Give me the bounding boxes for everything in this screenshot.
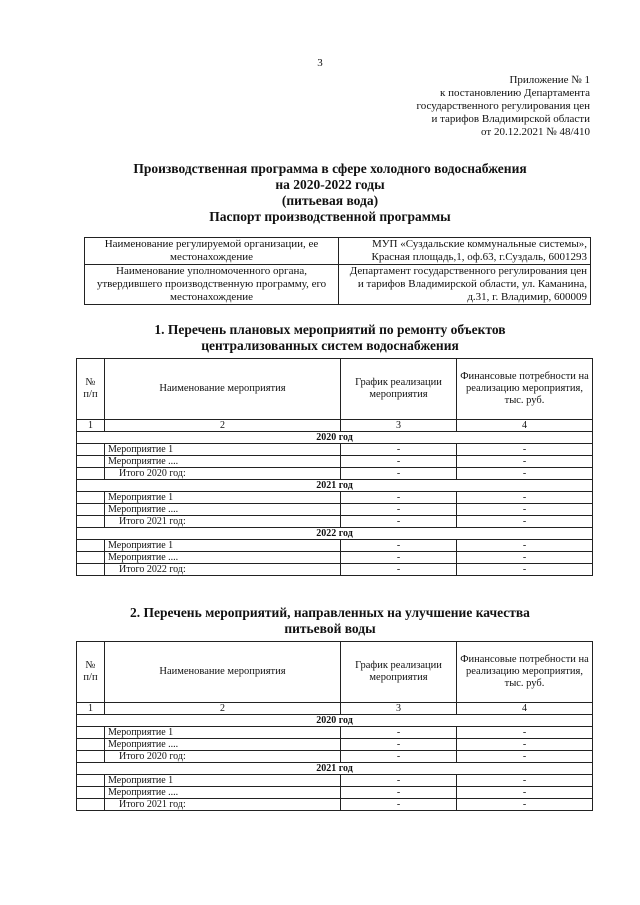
finance-cell: - <box>457 540 593 552</box>
finance-cell: - <box>457 504 593 516</box>
finance-cell: - <box>457 775 593 787</box>
schedule-cell: - <box>341 552 457 564</box>
total-label: Итого 2020 год: <box>105 468 341 480</box>
finance-cell: - <box>457 516 593 528</box>
event-name: Мероприятие 1 <box>105 540 341 552</box>
year-label: 2021 год <box>77 480 593 492</box>
year-row <box>77 715 593 727</box>
appendix-line: к постановлению Департамента <box>439 87 590 99</box>
title-line: Паспорт производственной программы <box>209 209 451 224</box>
total-row <box>77 516 593 528</box>
col-name-header: Наименование мероприятия <box>105 642 341 703</box>
event-name: Мероприятие .... <box>105 504 341 516</box>
passport-value: Департамент государственного регулирования цен и тарифов Владимирской области, ул. Каманина, д.31, г. Владимир, 600009 <box>339 265 591 305</box>
col-schedule-header: График реализации мероприятия <box>341 642 457 703</box>
appendix-line: Приложение № 1 <box>509 74 590 86</box>
event-name: Мероприятие .... <box>105 739 341 751</box>
finance-cell: - <box>457 444 593 456</box>
passport-row <box>85 265 591 305</box>
total-label: Итого 2021 год: <box>105 799 341 811</box>
col-number: 3 <box>341 420 457 432</box>
section2-title <box>60 605 600 637</box>
event-name: Мероприятие .... <box>105 552 341 564</box>
col-number: 4 <box>457 420 593 432</box>
passport-label: Наименование уполномоченного органа, утвердившего производственную программу, его местонахождение <box>85 265 339 305</box>
appendix-line: и тарифов Владимирской области <box>431 113 590 125</box>
table-row <box>77 739 593 751</box>
event-name: Мероприятие .... <box>105 787 341 799</box>
col-finance-header: Финансовые потребности на реализацию мероприятия, тыс. руб. <box>457 642 593 703</box>
schedule-cell: - <box>341 727 457 739</box>
col-number: 2 <box>105 703 341 715</box>
section1-table <box>76 358 593 576</box>
table-row <box>77 727 593 739</box>
finance-cell: - <box>457 799 593 811</box>
document-title <box>60 161 600 225</box>
finance-cell: - <box>457 552 593 564</box>
appendix-line: государственного регулирования цен <box>416 100 590 112</box>
title-line: на 2020-2022 годы <box>275 177 385 192</box>
event-name: Мероприятие 1 <box>105 727 341 739</box>
col-number: 2 <box>105 420 341 432</box>
schedule-cell: - <box>341 775 457 787</box>
year-label: 2022 год <box>77 528 593 540</box>
finance-cell: - <box>457 739 593 751</box>
schedule-cell: - <box>341 456 457 468</box>
event-name: Мероприятие 1 <box>105 492 341 504</box>
year-label: 2020 год <box>77 715 593 727</box>
schedule-cell: - <box>341 504 457 516</box>
schedule-cell: - <box>341 516 457 528</box>
schedule-cell: - <box>341 564 457 576</box>
column-number-row <box>77 703 593 715</box>
schedule-cell: - <box>341 540 457 552</box>
table-row <box>77 775 593 787</box>
schedule-cell: - <box>341 787 457 799</box>
table-row <box>77 492 593 504</box>
schedule-cell: - <box>341 739 457 751</box>
section-title-line: 2. Перечень мероприятий, направленных на улучшение качества <box>130 605 530 620</box>
passport-label: Наименование регулируемой организации, ее местонахождение <box>85 238 339 265</box>
table-header-row <box>77 359 593 420</box>
table-row <box>77 456 593 468</box>
col-number: 1 <box>77 420 105 432</box>
total-row <box>77 799 593 811</box>
event-name: Мероприятие .... <box>105 456 341 468</box>
column-number-row <box>77 420 593 432</box>
finance-cell: - <box>457 727 593 739</box>
year-label: 2021 год <box>77 763 593 775</box>
section-title-line: питьевой воды <box>284 621 376 636</box>
year-row <box>77 528 593 540</box>
finance-cell: - <box>457 564 593 576</box>
col-name-header: Наименование мероприятия <box>105 359 341 420</box>
finance-cell: - <box>457 456 593 468</box>
page-number: 3 <box>317 57 323 69</box>
event-name: Мероприятие 1 <box>105 444 341 456</box>
total-label: Итого 2022 год: <box>105 564 341 576</box>
table-row <box>77 552 593 564</box>
section-title-line: 1. Перечень плановых мероприятий по ремонту объектов <box>154 322 506 337</box>
appendix-line: от 20.12.2021 № 48/410 <box>481 126 590 138</box>
finance-cell: - <box>457 751 593 763</box>
table-row <box>77 504 593 516</box>
schedule-cell: - <box>341 444 457 456</box>
year-row <box>77 480 593 492</box>
table-row <box>77 444 593 456</box>
section-title-line: централизованных систем водоснабжения <box>201 338 459 353</box>
title-line: (питьевая вода) <box>281 193 379 208</box>
table-row <box>77 787 593 799</box>
col-schedule-header: График реализации мероприятия <box>341 359 457 420</box>
col-number: 3 <box>341 703 457 715</box>
schedule-cell: - <box>341 492 457 504</box>
total-row <box>77 751 593 763</box>
section2-table <box>76 641 593 811</box>
col-finance-header: Финансовые потребности на реализацию мероприятия, тыс. руб. <box>457 359 593 420</box>
col-number: 4 <box>457 703 593 715</box>
appendix-block <box>360 74 590 139</box>
total-label: Итого 2021 год: <box>105 516 341 528</box>
col-number: 1 <box>77 703 105 715</box>
total-row <box>77 468 593 480</box>
schedule-cell: - <box>341 799 457 811</box>
year-label: 2020 год <box>77 432 593 444</box>
passport-row <box>85 238 591 265</box>
passport-table <box>84 237 591 305</box>
schedule-cell: - <box>341 468 457 480</box>
passport-value: МУП «Суздальские коммунальные системы», Красная площадь,1, оф.63, г.Суздаль, 6001293 <box>339 238 591 265</box>
col-num-header: № п/п <box>77 359 105 420</box>
title-line: Производственная программа в сфере холодного водоснабжения <box>133 161 527 176</box>
col-num-header: № п/п <box>77 642 105 703</box>
finance-cell: - <box>457 787 593 799</box>
year-row <box>77 763 593 775</box>
table-row <box>77 540 593 552</box>
finance-cell: - <box>457 492 593 504</box>
schedule-cell: - <box>341 751 457 763</box>
total-label: Итого 2020 год: <box>105 751 341 763</box>
year-row <box>77 432 593 444</box>
finance-cell: - <box>457 468 593 480</box>
total-row <box>77 564 593 576</box>
table-header-row <box>77 642 593 703</box>
section1-title <box>60 322 600 354</box>
event-name: Мероприятие 1 <box>105 775 341 787</box>
